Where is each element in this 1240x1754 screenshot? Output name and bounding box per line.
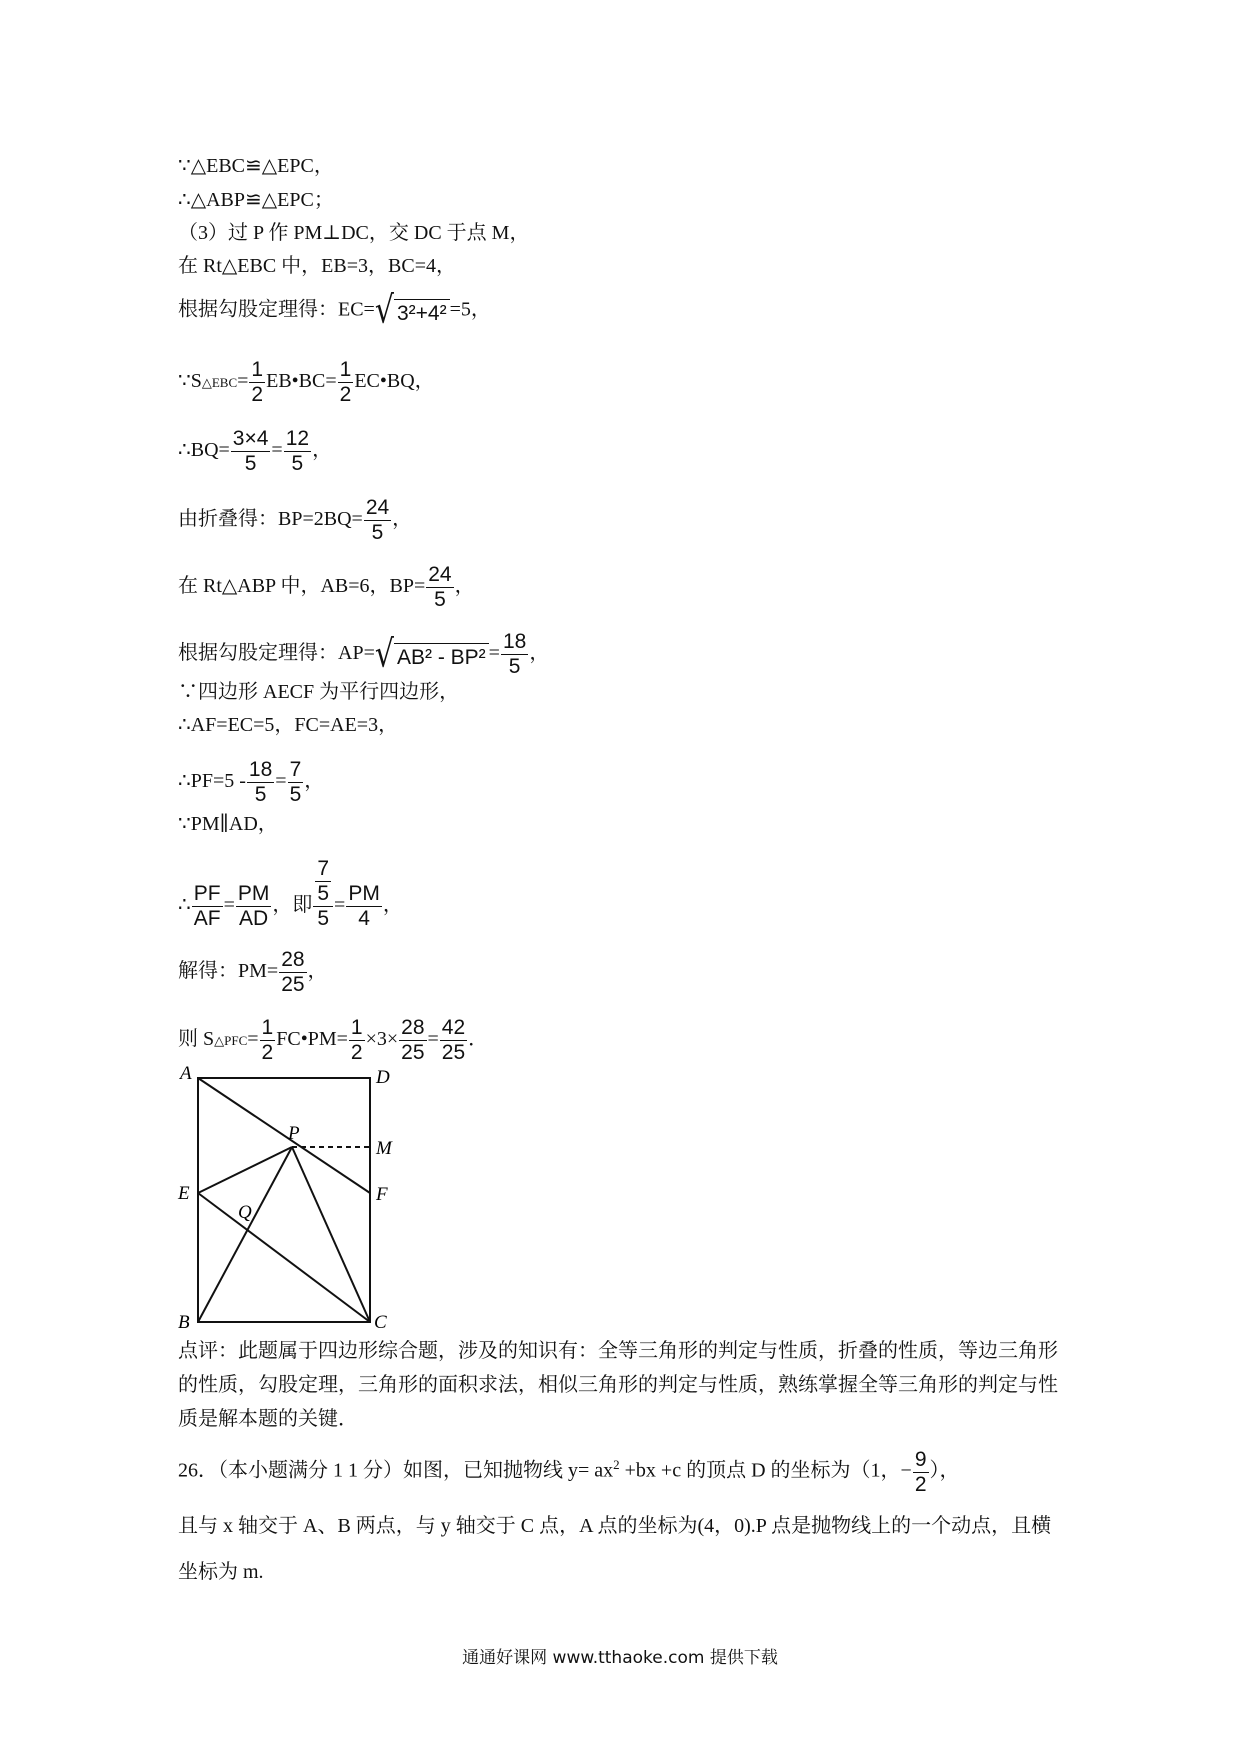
proof-line-2: ∴△ABP≌△EPC； (178, 189, 334, 211)
segment-af (198, 1078, 370, 1193)
label-f: F (376, 1184, 388, 1205)
proof-line-4: 在 Rt△EBC 中，EB=3，BC=4， (178, 255, 456, 277)
proof-line-12: ∴AF=EC=5，FC=AE=3， (178, 714, 399, 736)
proof-line-13: ∴PF=5 - $\frac{18}{5}$ = $\frac{7}{5}$ ， (178, 758, 325, 806)
proof-line-5: 根据勾股定理得：EC= √ 3²+4² =5， (178, 288, 491, 333)
fraction-9-2: $\frac{9}{2}$ (914, 1447, 927, 1496)
fraction-pm-ad: $\frac{PM}{AD}$ (237, 882, 270, 930)
fraction-half: $\frac{1}{2}$ (261, 1016, 274, 1064)
proof-line-6: ∵S△EBC= $\frac{1}{2}$ EB•BC= $\frac{1}{2}$ EC•BQ， (178, 358, 435, 406)
fraction-pf-af: $\frac{PF}{AF}$ (193, 882, 221, 930)
segment-ep (198, 1147, 292, 1193)
fraction-12-5: $\frac{12}{5}$ (285, 427, 310, 475)
problem-26-body: 且与 x 轴交于 A、B 两点，与 y 轴交于 C 点，A 点的坐标为(4，0).P 点是抛物线上的一个动点，且横坐标为 m. (178, 1514, 1052, 1583)
proof-line-10: 根据勾股定理得：AP= √ AB² - BP² = $\frac{18}{5}$ ， (178, 630, 550, 678)
comment-paragraph: 点评：此题属于四边形综合题，涉及的知识有：全等三角形的判定与性质，折叠的性质，等边三角形的性质，勾股定理，三角形的面积求法，相似三角形的判定与性质，熟练掌握全等三角形的判定与性质是解本题的关键． (178, 1340, 1058, 1430)
proof-line-3: （3）过 P 作 PM⊥DC，交 DC 于点 M， (178, 222, 530, 244)
segment-ec (198, 1193, 370, 1322)
proof-line-14: ∵PM∥AD， (178, 813, 278, 835)
fraction-compound: 7 5 5 (313, 857, 333, 931)
fraction-bq: $\frac{3\times 4}{5}$ (232, 427, 269, 475)
fraction-pm-4: $\frac{PM}{4}$ (348, 882, 380, 930)
label-c: C (374, 1312, 387, 1333)
proof-line-7: ∴BQ= $\frac{3\times 4}{5}$ = $\frac{12}{5}$ ， (178, 427, 333, 475)
label-e: E (178, 1183, 190, 1204)
proof-line-11: ∵四边形 AECF 为平行四边形， (178, 681, 460, 703)
label-a: A (180, 1066, 192, 1084)
fraction-18-5: $\frac{18}{5}$ (502, 630, 527, 678)
fraction-24-5: $\frac{24}{5}$ (365, 496, 390, 544)
sqrt-ec: √ 3²+4² (375, 296, 450, 326)
fraction-28-25: $\frac{28}{25}$ (401, 1016, 425, 1064)
label-q: Q (238, 1202, 252, 1223)
problem-26: 26．（本小题满分 1 1 分）如图，已知抛物线 $y= ax^2 +bx +c$ 的顶点 D 的坐标为（1，− $\frac{9}{2}$ ）， 且与 x 轴交于 A、B 两点，与 y 轴交于 C 点，A 点的坐标为(4，0).P 点是抛物线上的一个动点，且横坐标为 m. (178, 1440, 1068, 1595)
footer-credit: 通通好课网 www.tthaoke.com 提供下载 (462, 1648, 778, 1668)
proof-line-17: 则 S△PFC= $\frac{1}{2}$ FC•PM= $\frac{1}{2}$ ×3× $\frac{28}{25}$ = $\frac{42}{25}$ ． (178, 1016, 489, 1064)
proof-line-8: 由折叠得：BP=2BQ= $\frac{24}{5}$ ， (178, 496, 413, 544)
proof-line-15: ∴ $\frac{PF}{AF}$ = $\frac{PM}{AD}$ ，即 7 5 5 = $\frac{PM}{4}$ ， (178, 857, 403, 930)
proof-line-16: 解得：PM= $\frac{28}{25}$ ， (178, 948, 328, 996)
label-b: B (178, 1312, 190, 1333)
segment-pc (292, 1147, 370, 1322)
proof-line-9: 在 Rt△ABP 中，AB=6，BP= $\frac{24}{5}$ ， (178, 563, 475, 611)
fraction-7-5: $\frac{7}{5}$ (289, 758, 302, 806)
label-p: P (288, 1123, 300, 1144)
fraction-18-5: $\frac{18}{5}$ (248, 758, 273, 806)
label-m: M (376, 1138, 392, 1159)
fraction-half: $\frac{1}{2}$ (251, 358, 264, 406)
fraction-half: $\frac{1}{2}$ (350, 1016, 363, 1064)
segment-pb (198, 1147, 292, 1322)
proof-line-1: ∵△EBC≌△EPC， (178, 155, 334, 177)
fraction-24-5: $\frac{24}{5}$ (428, 563, 452, 611)
sqrt-ap: √ AB² - BP² (375, 640, 489, 670)
label-d: D (376, 1067, 390, 1088)
fraction-28-25: $\frac{28}{25}$ (281, 948, 305, 996)
fraction-42-25: $\frac{42}{25}$ (441, 1016, 466, 1064)
rectangle-abcd (198, 1078, 370, 1322)
geometry-figure (176, 1066, 406, 1334)
fraction-half: $\frac{1}{2}$ (339, 358, 352, 406)
